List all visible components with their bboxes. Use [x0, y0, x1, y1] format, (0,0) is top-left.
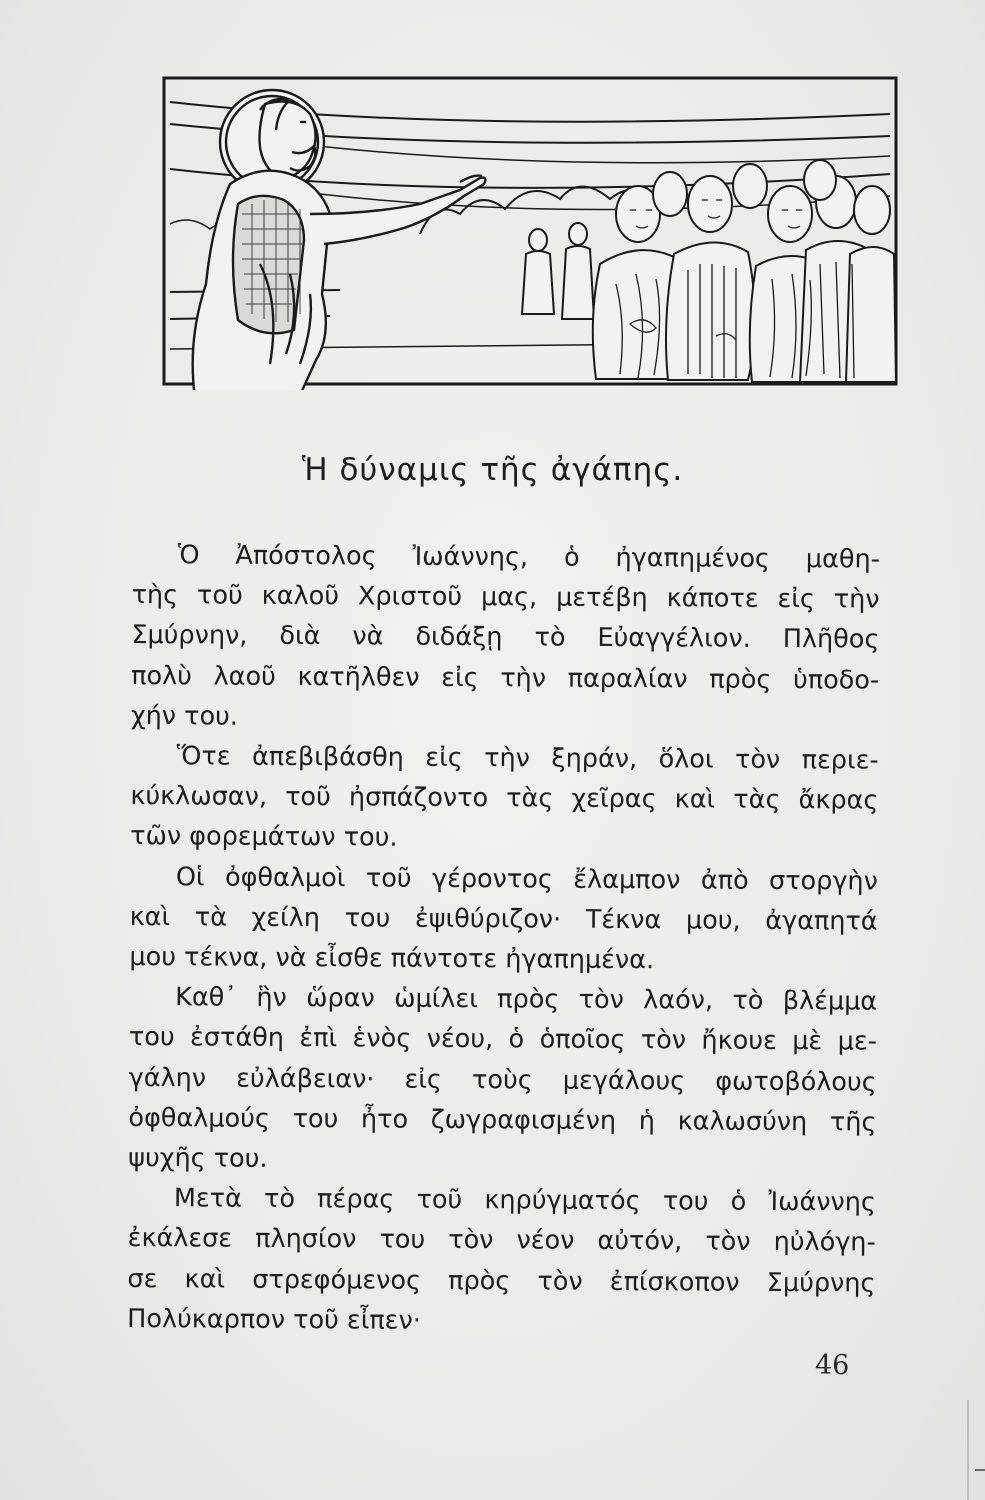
text-line: Σμύρνην, διὰ νὰ διδάξῃ τὸ Εὐαγγέλιον. Πλῆθος: [131, 620, 880, 655]
text-line: κύκλωσαν, τοῦ ἠσπάζοντο τὰς χεῖρας καὶ τὰς ἄκρας: [130, 781, 879, 816]
text-line: Ὁ Ἀπόστολος Ἰωάννης, ὁ ἠγαπημένος μαθη-: [177, 540, 880, 575]
text-line: Οἱ ὀφθαλμοὶ τοῦ γέροντος ἔλαμπον ἀπὸ στοργὴν: [175, 861, 878, 897]
text-line: Πολύκαρπον τοῦ εἶπεν·: [127, 1303, 421, 1336]
text-line: Ὅτε ἀπεβιβάσθη εἰς τὴν ξηράν, ὅλοι τὸν περιε-: [176, 741, 879, 776]
text-line: του ἐστάθη ἐπὶ ἑνὸς νέου, ὁ ὁποῖος τὸν ἤκουε μὲ με-: [128, 1022, 878, 1057]
text-line: σε καὶ στρεφόμενος πρὸς τὸν ἐπίσκοπον Σμύρνης: [127, 1263, 876, 1299]
text-line: Καθ᾽ ἣν ὥραν ὡμίλει πρὸς τὸν λαόν, τὸ βλέμμα: [175, 982, 878, 1017]
paragraph: [129, 857, 878, 982]
body-text: [127, 535, 880, 1344]
header-illustration: [160, 74, 900, 390]
text-line: ὀφθαλμούς του ἦτο ζωγραφισμένη ἡ καλωσύνη τῆς: [128, 1102, 877, 1138]
text-line: Μετὰ τὸ πέρας τοῦ κηρύγματός του ὁ Ἰωάννης: [173, 1183, 877, 1218]
text-line: ἐκάλεσε πλησίον του τὸν νέον αὐτόν, τὸν ηὐλόγη-: [127, 1223, 876, 1259]
text-line: πολὺ λαοῦ κατῆλθεν εἰς τὴν παραλίαν πρὸς ὑποδο-: [131, 660, 880, 696]
text-line: τῶν φορεμάτων του.: [130, 821, 398, 854]
text-line: χήν του.: [130, 700, 239, 732]
text-line: καὶ τὰ χείλη του ἐψιθύριζον· Τέκνα μου, ἀγαπητά: [129, 901, 878, 937]
page-number: 46: [815, 1350, 850, 1381]
paragraph: [130, 736, 879, 861]
text-line: γάλην εὐλάβειαν· εἰς τοὺς μεγάλους φωτοβόλους: [128, 1062, 877, 1098]
text-line: ψυχῆς του.: [128, 1143, 268, 1174]
paragraph: [128, 977, 877, 1183]
paragraph: [131, 535, 880, 741]
text-line: τὴς τοῦ καλοῦ Χριστοῦ μας, μετέβη κάποτε εἰς τὴν: [131, 580, 880, 615]
chapter-title: Ἡ δύναμις τῆς ἀγάπης.: [301, 452, 684, 488]
text-line: μου τέκνα, νὰ εἶσθε πάντοτε ἠγαπημένα.: [129, 942, 655, 976]
paragraph: [127, 1178, 876, 1343]
illustration-drawing: [160, 74, 900, 390]
